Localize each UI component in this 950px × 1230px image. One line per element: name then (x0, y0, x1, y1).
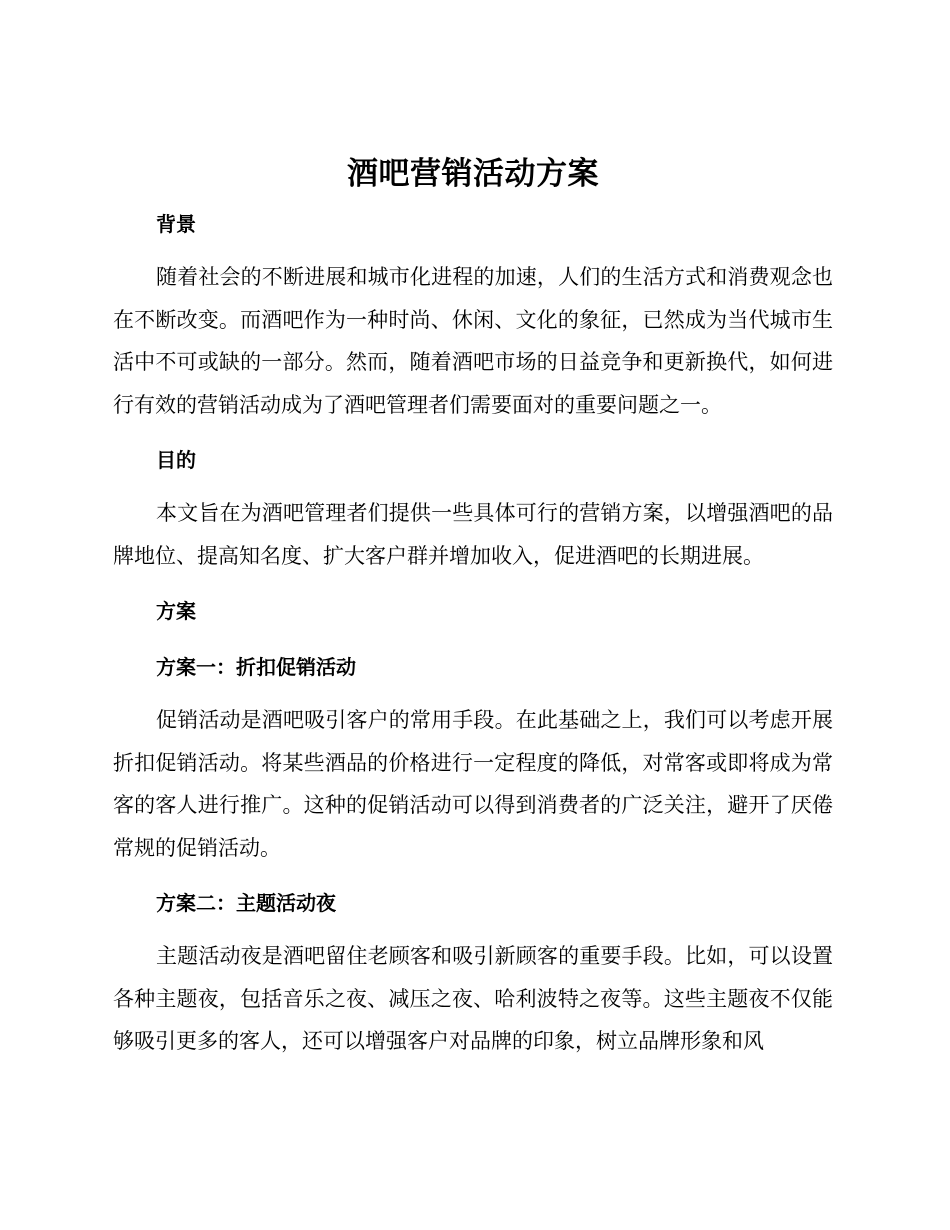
section-heading-plan: 方案 (156, 599, 196, 623)
spacer (113, 869, 833, 879)
spacer (113, 691, 833, 699)
paragraph-plan2: 主题活动夜是酒吧留住老顾客和吸引新顾客的重要手段。比如，可以设置各种主题夜，包括音乐之夜、减压之夜、哈利波特之夜等。这些主题夜不仅能够吸引更多的客人，还可以增强客户对品牌的印象，树立品牌形象和风 (113, 944, 833, 1053)
spacer (113, 484, 833, 492)
spacer (113, 635, 833, 643)
document-title: 酒吧营销活动方案 (347, 156, 599, 192)
spacer (113, 426, 833, 436)
paragraph-plan1: 促销活动是酒吧吸引客户的常用手段。在此基础之上，我们可以考虑开展折扣促销活动。将某些酒品的价格进行一定程度的降低，对常客或即将成为常客的客人进行推广。这种的促销活动可以得到消费者的广泛关注，避开了厌倦常规的促销活动。 (113, 708, 833, 860)
spacer (113, 927, 833, 935)
subsection-heading-plan1: 方案一：折扣促销活动 (156, 655, 356, 679)
section-heading-purpose: 目的 (156, 448, 196, 472)
spacer (113, 248, 833, 256)
paragraph-background: 随着社会的不断进展和城市化进程的加速，人们的生活方式和消费观念也在不断改变。而酒吧作为一种时尚、休闲、文化的象征，已然成为当代城市生活中不可或缺的一部分。然而，随着酒吧市场的日益竞争和更新换代，如何进行有效的营销活动成为了酒吧管理者们需要面对的重要问题之一。 (113, 265, 833, 417)
subsection-heading-plan2: 方案二：主题活动夜 (156, 891, 336, 915)
paragraph-purpose: 本文旨在为酒吧管理者们提供一些具体可行的营销方案，以增强酒吧的品牌地位、提高知名度、扩大客户群并增加收入，促进酒吧的长期进展。 (113, 501, 833, 568)
section-heading-background: 背景 (156, 212, 196, 236)
spacer (113, 577, 833, 587)
document-body (113, 148, 833, 1063)
